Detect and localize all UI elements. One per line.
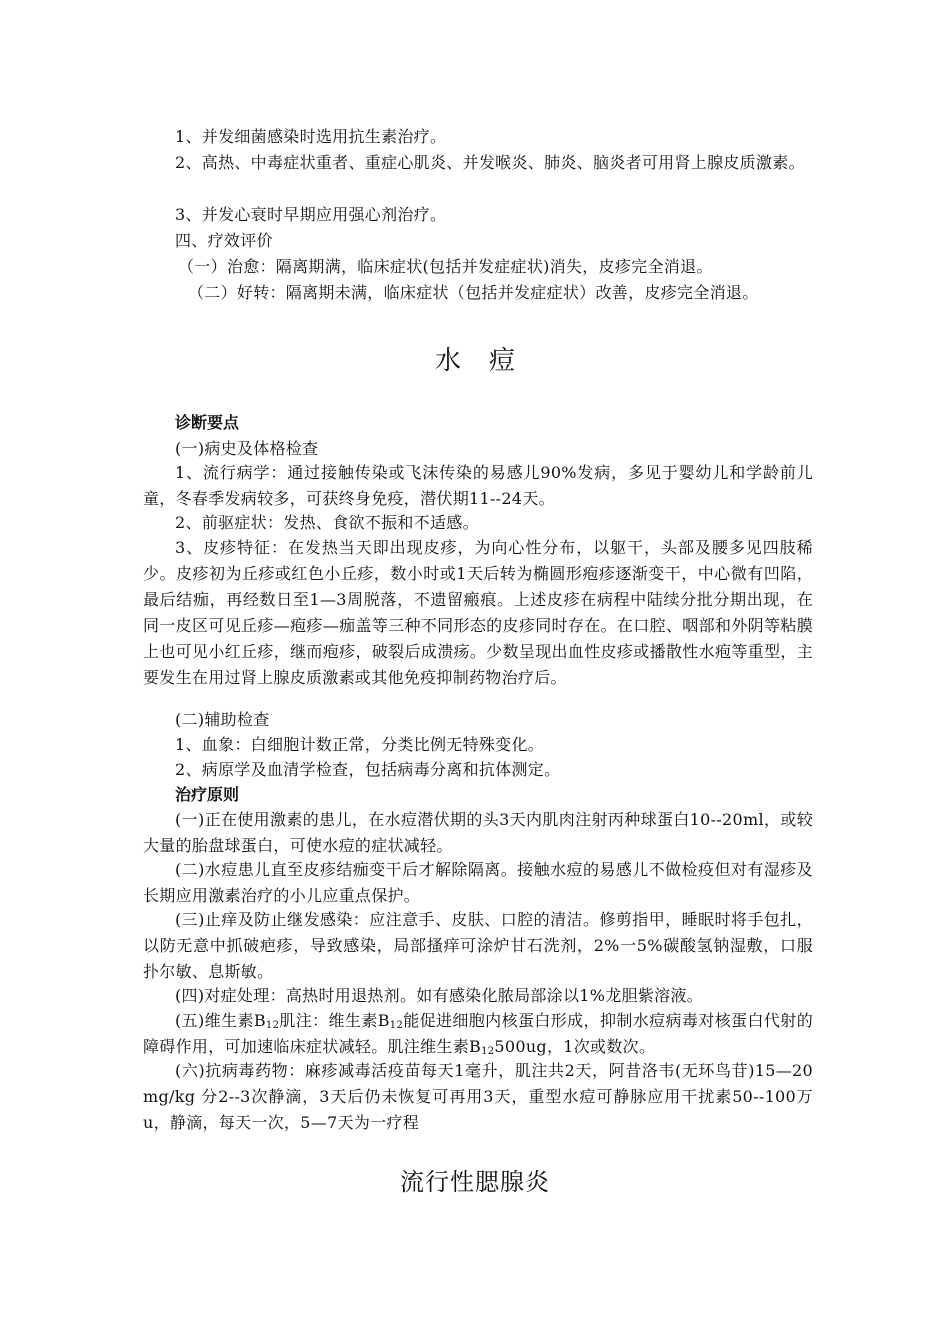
heading-treatment: 治疗原则 xyxy=(175,785,240,804)
paragraph-treat-6: (六)抗病毒药物：麻疹减毒活疫苗每天1毫升，肌注共2天，阿昔洛韦(无环鸟苷)15—20 mg/kg 分2--3次静滴，3天后仍未恢复可再用3天，重型水痘可静脉应用干扰素50--100万u，静滴，每天一次，5—7天为一疗程 xyxy=(143,1061,813,1132)
paragraph-serology: 2、病原学及血清学检查，包括病毒分离和抗体测定。 xyxy=(175,760,561,779)
paragraph-epidemiology: 1、流行病学：通过接触传染或飞沫传染的易感儿90%发病，多见于婴幼儿和学龄前儿童，冬春季发病较多，可获终身免疫，潜伏期11--24天。 xyxy=(143,463,813,508)
title-mumps: 流行性腮腺炎 xyxy=(400,1168,550,1196)
paragraph-prodrome: 2、前驱症状：发热、食欲不振和不适感。 xyxy=(175,513,479,532)
heading-diagnosis: 诊断要点 xyxy=(175,413,240,432)
paragraph-improved: （二）好转：隔离期未满，临床症状（包括并发症症状）改善，皮疹完全消退。 xyxy=(188,283,759,302)
paragraph-aux-exam: (二)辅助检查 xyxy=(175,710,270,729)
paragraph-top-2: 2、高热、中毒症状重者、重症心肌炎、并发喉炎、肺炎、脑炎者可用肾上腺皮质激素。 xyxy=(175,153,805,172)
paragraph-treat-2: (二)水痘患儿直至皮疹结痂变干后才解除隔离。接触水痘的易感儿不做检疫但对有湿疹及长期应用激素治疗的小儿应重点保护。 xyxy=(143,860,813,905)
title-varicella: 水痘 xyxy=(434,346,543,376)
paragraph-rash: 3、皮疹特征：在发热当天即出现皮疹，为向心性分布，以躯干，头部及腰多见四肢稀少。皮疹初为丘疹或红色小丘疹，数小时或1天后转为椭圆形疱疹逐渐变干，中心微有凹陷，最后结痂，再经数日至1—3周脱落，不遗留瘢痕。上述皮疹在病程中陆续分批分期出现，在同一皮区可见丘疹—疱疹—痂盖等三种不同形态的皮疹同时存在。在口腔、咽部和外阴等粘膜上也可见小红丘疹，继而疱疹，破裂后成溃疡。少数呈现出血性皮疹或播散性水疱等重型，主要发生在用过肾上腺皮质激素或其他免疫抑制药物治疗后。 xyxy=(143,538,813,687)
section-heading-efficacy: 四、疗效评价 xyxy=(175,231,273,250)
paragraph-top-1: 1、并发细菌感染时选用抗生素治疗。 xyxy=(175,127,447,146)
paragraph-treat-4: (四)对症处理：高热时用退热剂。如有感染化脓局部涂以1%龙胆紫溶液。 xyxy=(175,986,704,1005)
paragraph-top-3: 3、并发心衰时早期应用强心剂治疗。 xyxy=(175,205,447,224)
paragraph-treat-1: (一)正在使用激素的患儿，在水痘潜伏期的头3天内肌肉注射丙种球蛋白10--20ml，或较大量的胎盘球蛋白，可使水痘的症状减轻。 xyxy=(143,810,813,855)
paragraph-treat-3: (三)止痒及防止继发感染：应注意手、皮肤、口腔的清洁。修剪指甲，睡眠时将手包扎，以防无意中抓破疤疹，导致感染，局部搔痒可涂炉甘石洗剂，2%一5%碳酸氢钠湿敷，口服扑尔敏、息斯敏。 xyxy=(143,910,813,981)
paragraph-treat-5: (五)维生素$B_{12}$肌注：维生素$B_{12}$能促进细胞内核蛋白形成，抑制水痘病毒对核蛋白代射的障碍作用，可加速临床症状减轻。肌注维生素$B_{12}500ug$，1次或数次。 xyxy=(143,1011,813,1057)
paragraph-blood: 1、血象：白细胞计数正常，分类比例无特殊变化。 xyxy=(175,735,545,754)
paragraph-cured: （一）治愈：隔离期满，临床症状(包括并发症症状)消失，皮疹完全消退。 xyxy=(178,257,713,276)
paragraph-history: (一)病史及体格检查 xyxy=(175,439,319,458)
